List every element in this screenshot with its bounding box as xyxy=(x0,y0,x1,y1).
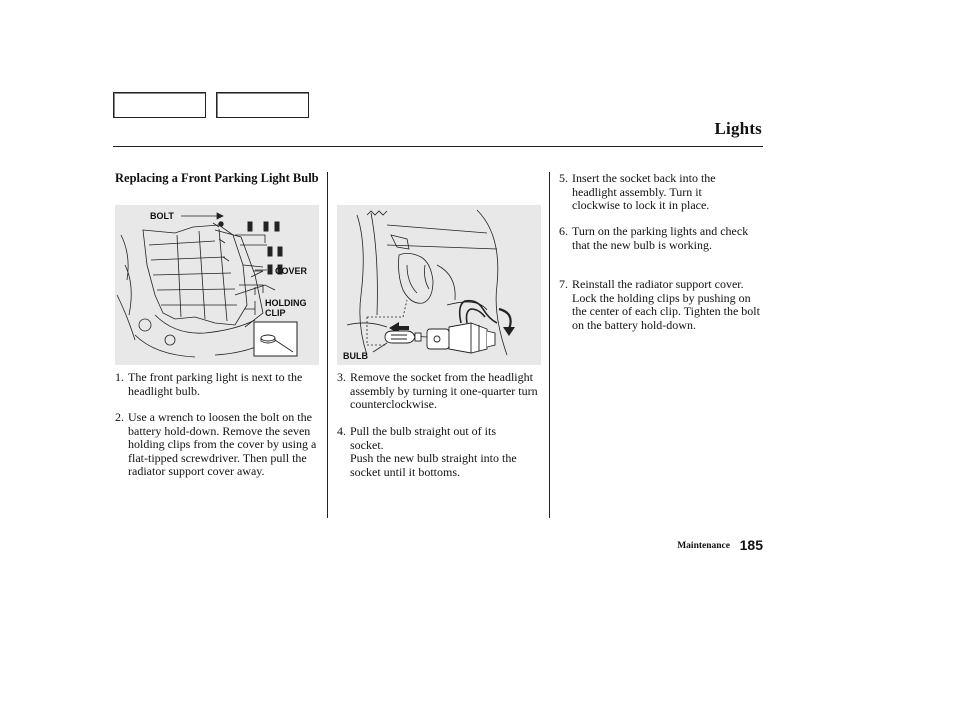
step-7-text: Reinstall the radiator support cover. Lock the holding clips by pushing on the center of each clip. Tighten the bolt on the battery hold-down. xyxy=(572,277,760,332)
engine-cover-illustration xyxy=(115,205,319,365)
title-divider xyxy=(113,146,763,147)
nav-tab-box-1[interactable] xyxy=(113,92,206,118)
nav-tab-box-2[interactable] xyxy=(216,92,309,118)
column-divider-2 xyxy=(549,172,550,518)
step-1-number: 1. xyxy=(115,370,124,384)
headlight-socket-drawing xyxy=(337,205,541,365)
step-6-number: 6. xyxy=(559,224,568,238)
step-6-text: Turn on the parking lights and check that the new bulb is working. xyxy=(572,224,749,252)
label-bulb: BULB xyxy=(343,351,368,361)
step-4-text-continued: Push the new bulb straight into the socket until it bottoms. xyxy=(350,451,517,479)
step-4-number: 4. xyxy=(337,424,346,438)
step-5-text: Insert the socket back into the headlight assembly. Turn it clockwise to lock it in place. xyxy=(572,171,716,212)
step-1-text: The front parking light is next to the headlight bulb. xyxy=(128,370,303,398)
column-divider-1 xyxy=(327,172,328,518)
step-3-number: 3. xyxy=(337,370,346,384)
page-title: Lights xyxy=(714,119,762,138)
engine-cover-drawing xyxy=(115,205,319,365)
step-3-text: Remove the socket from the headlight assembly by turning it one-quarter turn counterclockwise. xyxy=(350,370,538,411)
label-cover: COVER xyxy=(275,266,308,276)
step-4-text: Pull the bulb straight out of its socket. xyxy=(350,424,496,452)
step-5-number: 5. xyxy=(559,171,568,185)
step-2-text: Use a wrench to loosen the bolt on the battery hold-down. Remove the seven holding clips from the cover by using a flat-tipped screwdriver. Then pull the radiator support cover away. xyxy=(128,410,317,478)
label-bolt: BOLT xyxy=(150,211,174,221)
step-2-number: 2. xyxy=(115,410,124,424)
page-number: 185 xyxy=(739,537,763,553)
section-heading: Replacing a Front Parking Light Bulb xyxy=(115,171,319,185)
headlight-socket-illustration xyxy=(337,205,541,365)
footer-section-name: Maintenance xyxy=(677,541,730,551)
label-holding-clip: HOLDING CLIP xyxy=(265,298,307,318)
step-7-number: 7. xyxy=(559,277,568,291)
